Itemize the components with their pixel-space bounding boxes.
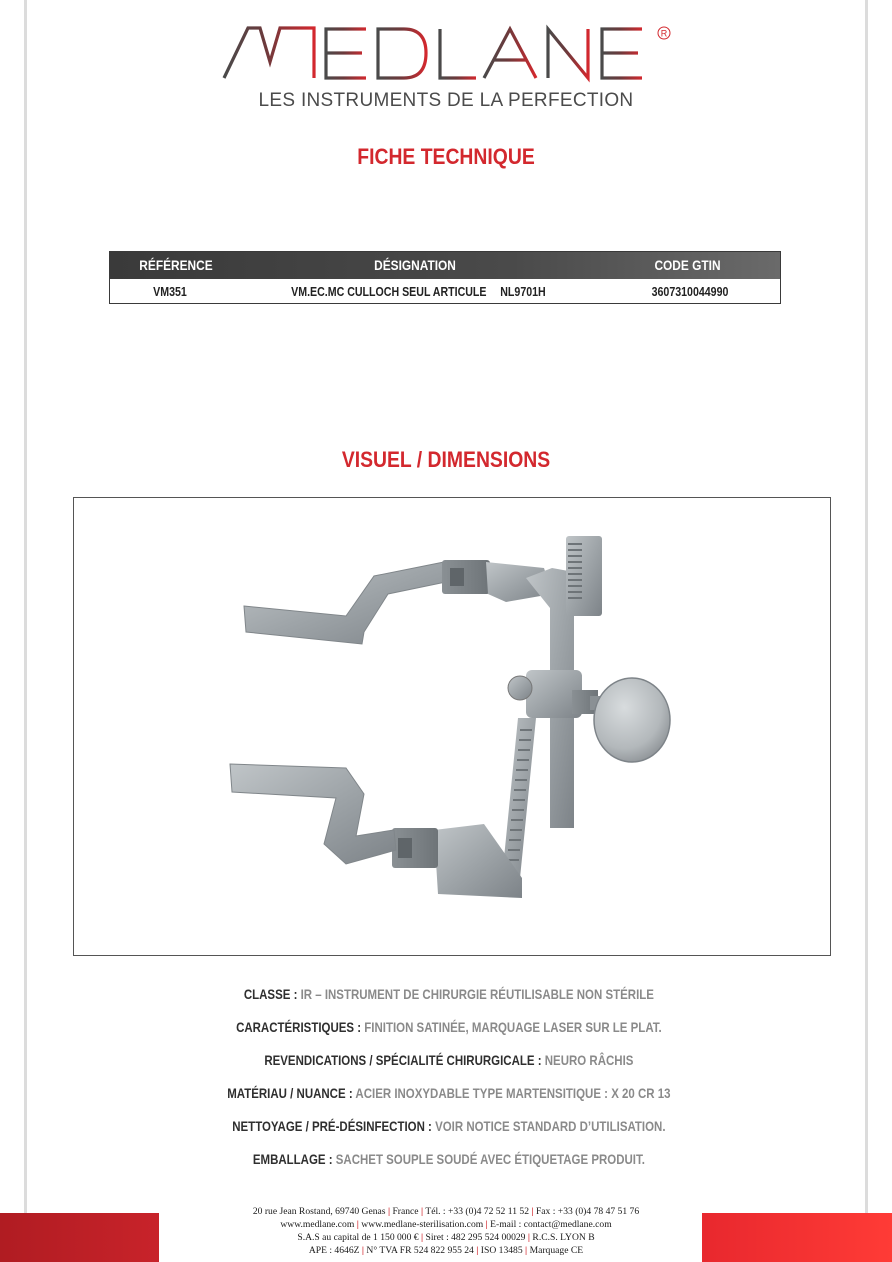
footer-rcs: R.C.S. LYON B xyxy=(532,1232,595,1243)
footer-fax: Fax : +33 (0)4 78 47 51 76 xyxy=(535,1206,640,1217)
footer-separator: | xyxy=(356,1219,359,1230)
footer-siret: Siret : 482 295 524 00029 xyxy=(425,1232,526,1243)
footer-capital: S.A.S au capital de 1 150 000 € xyxy=(297,1232,419,1243)
svg-text:R: R xyxy=(660,28,668,39)
spec-label: CLASSE : xyxy=(243,986,298,1002)
product-visual-box xyxy=(73,497,831,956)
footer-website-link[interactable]: www.medlane.com xyxy=(280,1219,355,1230)
cell-code: NL9701H xyxy=(500,285,546,299)
footer-country: France xyxy=(392,1206,419,1217)
spec-value: ACIER INOXYDABLE TYPE MARTENSITIQUE : X 20 CR 13 xyxy=(352,1085,671,1101)
footer-ape: APE : 4646Z xyxy=(308,1245,360,1256)
footer-separator: | xyxy=(527,1232,531,1243)
spec-materiau xyxy=(83,1085,814,1101)
spec-label: NETTOYAGE / PRÉ-DÉSINFECTION : xyxy=(232,1118,432,1134)
spec-classe xyxy=(83,986,814,1002)
table-header-row xyxy=(110,252,780,279)
footer-line-certification xyxy=(0,1244,892,1257)
footer-separator: | xyxy=(420,1206,424,1217)
spec-revendications xyxy=(83,1052,814,1068)
footer-line-address xyxy=(0,1205,892,1218)
footer-ce: Marquage CE xyxy=(529,1245,584,1256)
spec-value: FINITION SATINÉE, MARQUAGE LASER SUR LE PLAT. xyxy=(361,1019,662,1035)
fiche-technique-title: FICHE TECHNIQUE xyxy=(357,144,535,169)
surgical-retractor-icon xyxy=(74,498,832,957)
spec-label: MATÉRIAU / NUANCE : xyxy=(227,1085,353,1101)
spec-label: EMBALLAGE : xyxy=(252,1151,333,1167)
right-border-line xyxy=(865,0,868,1214)
left-border-line xyxy=(24,0,27,1214)
reference-table xyxy=(109,251,781,304)
visuel-dimensions-title: VISUEL / DIMENSIONS xyxy=(341,447,551,472)
header-reference: RÉFÉRENCE xyxy=(139,257,213,273)
footer-separator: | xyxy=(525,1245,528,1256)
footer-company-info xyxy=(0,1205,892,1257)
footer-sterilisation-link[interactable]: www.medlane-sterilisation.com xyxy=(361,1219,484,1230)
spec-value: NEURO RÂCHIS xyxy=(541,1052,634,1068)
footer-email-link[interactable]: E-mail : contact@medlane.com xyxy=(490,1219,612,1230)
spec-label: CARACTÉRISTIQUES : xyxy=(236,1019,362,1035)
footer-phone: Tél. : +33 (0)4 72 52 11 52 xyxy=(425,1206,529,1217)
footer-address: 20 rue Jean Rostand, 69740 Genas xyxy=(252,1206,386,1217)
footer-separator: | xyxy=(361,1245,365,1256)
spec-nettoyage xyxy=(83,1118,814,1134)
registered-mark xyxy=(658,27,670,39)
footer-iso: ISO 13485 xyxy=(480,1245,523,1256)
footer-separator: | xyxy=(387,1206,391,1217)
spec-label: REVENDICATIONS / SPÉCIALITÉ CHIRURGICALE : xyxy=(264,1052,542,1068)
header-designation: DÉSIGNATION xyxy=(374,257,456,273)
footer-line-web xyxy=(0,1218,892,1231)
footer-separator: | xyxy=(531,1206,534,1217)
footer-line-legal xyxy=(0,1231,892,1244)
medlane-logo xyxy=(218,22,678,84)
spec-value: VOIR NOTICE STANDARD D’UTILISATION. xyxy=(431,1118,666,1134)
footer-separator: | xyxy=(485,1219,488,1230)
spec-value: IR – INSTRUMENT DE CHIRURGIE RÉUTILISABLE NON STÉRILE xyxy=(297,986,654,1002)
footer-tva: N° TVA FR 524 822 955 24 xyxy=(366,1245,474,1256)
tagline: LES INSTRUMENTS DE LA PERFECTION xyxy=(258,90,634,111)
footer-separator: | xyxy=(476,1245,479,1256)
footer-separator: | xyxy=(421,1232,424,1243)
spec-value: SACHET SOUPLE SOUDÉ AVEC ÉTIQUETAGE PRODUIT. xyxy=(332,1151,645,1167)
spec-caracteristiques xyxy=(83,1019,814,1035)
header-gtin: CODE GTIN xyxy=(654,257,721,273)
cell-designation: VM.EC.MC CULLOCH SEUL ARTICULE xyxy=(291,285,487,299)
cell-reference: VM351 xyxy=(153,285,187,299)
cell-gtin: 3607310044990 xyxy=(651,285,729,299)
spec-emballage xyxy=(83,1151,814,1167)
